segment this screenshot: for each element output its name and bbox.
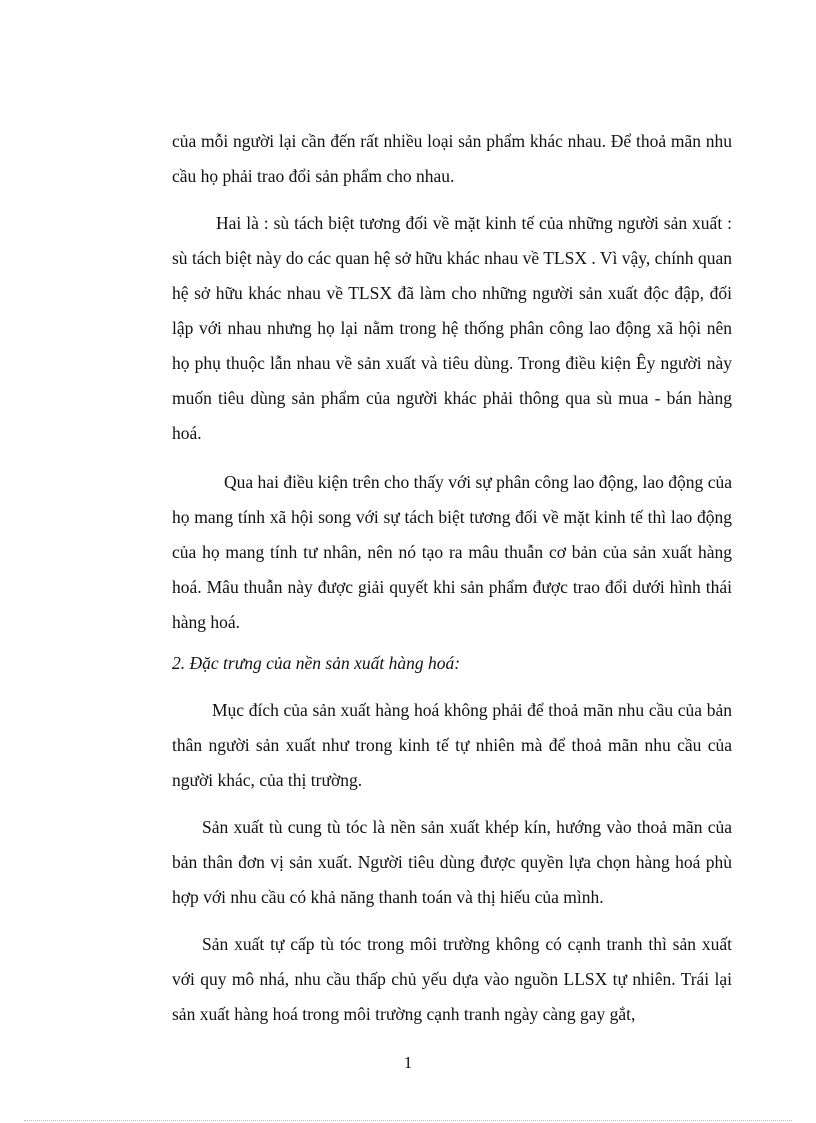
- paragraph-competition: Sản xuất tự cấp tù tóc trong môi trường không có cạnh tranh thì sản xuất với quy mô nhá, nhu cầu thấp chủ yếu dựa vào nguồn LLSX tự nhiên. Trái lại sản xuất hàng hoá trong môi trường cạnh tranh ngày càng gay gắt,: [172, 934, 732, 1024]
- section-heading: 2. Đặc trưng của nền sản xuất hàng hoá:: [172, 653, 461, 673]
- page-bottom-divider: [24, 1120, 792, 1121]
- paragraph-continuation: của mỗi người lại cần đến rất nhiều loại sản phẩm khác nhau. Để thoả mãn nhu cầu họ phải trao đổi sản phẩm cho nhau.: [172, 131, 732, 186]
- page-number: 1: [403, 1053, 413, 1072]
- paragraph-self-sufficient: Sản xuất tù cung tù tóc là nền sản xuất khép kín, hướng vào thoả mãn của bản thân đơn vị sản xuất. Người tiêu dùng được quyền lựa chọn hàng hoá phù hợp với nhu cầu có khả năng thanh toán và thị hiếu của mình.: [172, 817, 732, 907]
- paragraph-conditions-summary: Qua hai điều kiện trên cho thấy với sự phân công lao động, lao động của họ mang tính xã hội song với sự tách biệt tương đối về mặt kinh tế thì lao động của họ mang tính tư nhân, nên nó tạo ra mâu thuẫn cơ bản của sản xuất hàng hoá. Mâu thuẫn này được giải quyết khi sản phẩm được trao đổi dưới hình thái hàng hoá.: [172, 472, 732, 632]
- document-body: [172, 124, 732, 1032]
- paragraph-condition-two: Hai là : sù tách biệt tương đối về mặt kinh tế của những người sản xuất : sù tách biệt này do các quan hệ sở hữu khác nhau về TLSX . Vì vậy, chính quan hệ sở hữu khác nhau về TLSX đã làm cho những người sản xuất độc đập, đối lập với nhau nhưng họ lại nằm trong hệ thống phân công lao động xã hội nên họ phụ thuộc lẫn nhau về sản xuất và tiêu dùng. Trong điều kiện Êy người này muốn tiêu dùng sản phẩm của người khác phải thông qua sù mua - bán hàng hoá.: [172, 213, 732, 443]
- paragraph-purpose: Mục đích của sản xuất hàng hoá không phải để thoả mãn nhu cầu của bản thân người sản xuất như trong kinh tế tự nhiên mà để thoả mãn nhu cầu của người khác, của thị trường.: [172, 700, 732, 790]
